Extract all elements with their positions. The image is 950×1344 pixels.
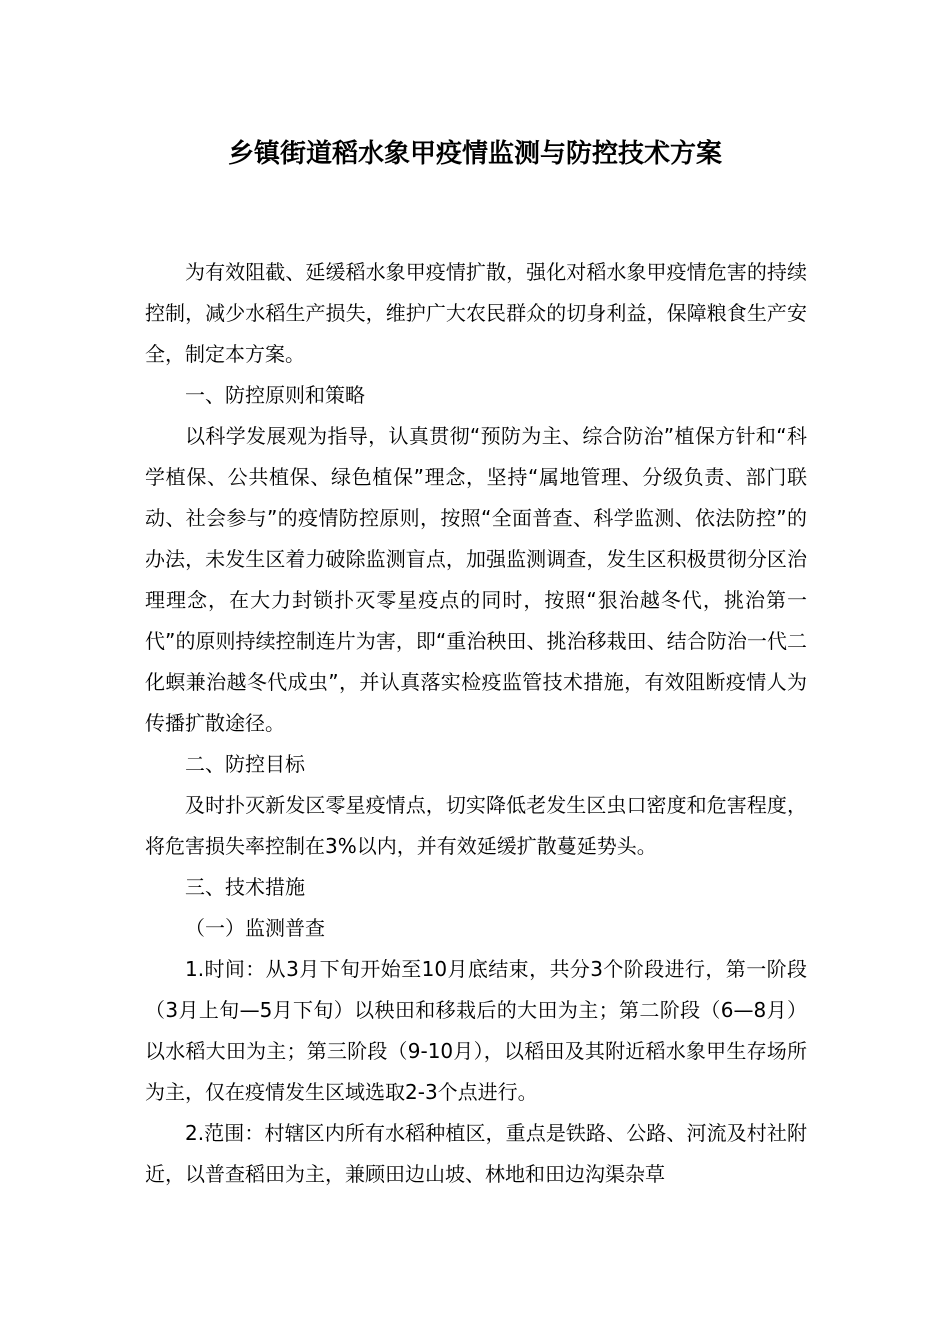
monitoring-time-paragraph: 1.时间：从3月下旬开始至10月底结束，共分3个阶段进行，第一阶段（3月上旬—5月下旬）以秧田和移栽后的大田为主；第二阶段（6—8月）以水稻大田为主；第三阶段（9-10月），以稻田及其附近稻水象甲生存场所为主，仅在疫情发生区域选取2-3个点进行。 <box>145 957 807 1104</box>
intro-paragraph: 为有效阻截、延缓稻水象甲疫情扩散，强化对稻水象甲疫情危害的持续控制，减少水稻生产损失，维护广大农民群众的切身利益，保障粮食生产安全，制定本方案。 <box>145 260 807 366</box>
targets-paragraph: 及时扑灭新发区零星疫情点，切实降低老发生区虫口密度和危害程度，将危害损失率控制在3%以内，并有效延缓扩散蔓延势头。 <box>145 793 807 858</box>
document-title: 乡镇街道稻水象甲疫情监测与防控技术方案 <box>227 139 722 169</box>
principles-paragraph: 以科学发展观为指导，认真贯彻“预防为主、综合防治”植保方针和“科学植保、公共植保、绿色植保”理念，坚持“属地管理、分级负责、部门联动、社会参与”的疫情防控原则，按照“全面普查、科学监测、依法防控”的办法，未发生区着力破除监测盲点，加强监测调查，发生区积极贯彻分区治理理念，在大力封锁扑灭零星疫点的同时，按照“狠治越冬代，挑治第一代”的原则持续控制连片为害，即“重治秧田、挑治移栽田、结合防治一代二化螟兼治越冬代成虫”，并认真落实检疫监管技术措施，有效阻断疫情人为传播扩散途径。 <box>145 424 807 735</box>
document-body <box>145 252 807 1195</box>
monitoring-scope-paragraph: 2.范围：村辖区内所有水稻种植区，重点是铁路、公路、河流及村社附近，以普查稻田为主，兼顾田边山坡、林地和田边沟渠杂草 <box>145 1121 807 1186</box>
section-heading-principles: 一、防控原则和策略 <box>185 383 365 407</box>
section-heading-targets: 二、防控目标 <box>185 752 305 776</box>
section-heading-measures: 三、技术措施 <box>185 875 305 899</box>
subsection-heading-monitoring: （一）监测普查 <box>185 916 325 940</box>
